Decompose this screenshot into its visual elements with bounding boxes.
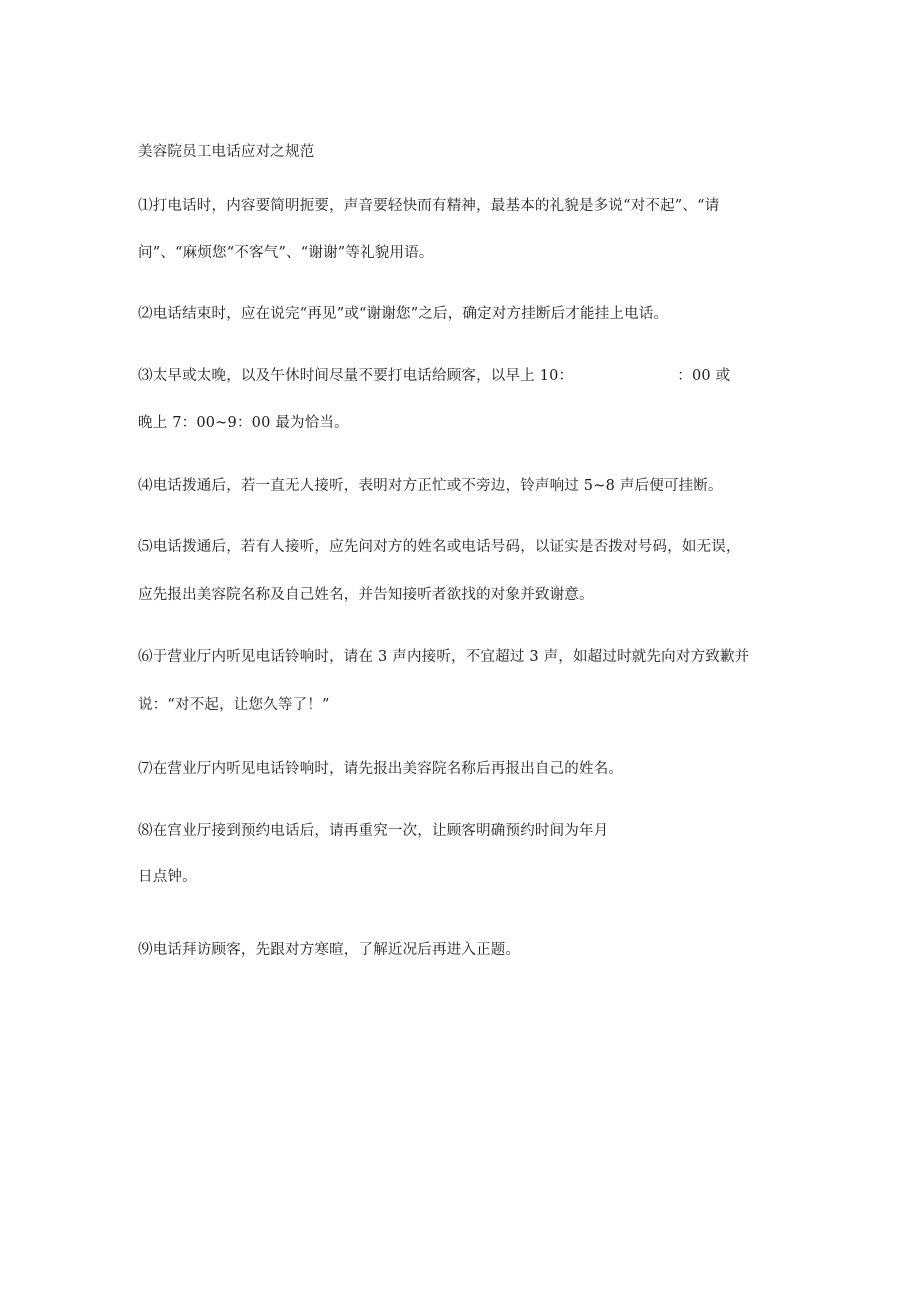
paragraph-5-line-2: 应先报出美容院名称及自己姓名，并告知接听者欲找的对象并致谢意。 xyxy=(138,587,594,603)
paragraph-2-line-1: ⑵电话结束时，应在说完“再见”或“谢谢您”之后，确定对方挂断后才能挂上电话。 xyxy=(138,306,669,322)
paragraph-8-line-2: 日点钟。 xyxy=(138,869,197,885)
paragraph-6-line-1: ⑹于营业厅内听见电话铃响时，请在 3 声内接听，不宜超过 3 声，如超过时就先向对方致歉并 xyxy=(138,649,750,665)
paragraph-3-text-before-gap: ⑶太早或太晚，以及午休时间尽量不要打电话给顾客，以早上 10： xyxy=(138,368,574,384)
paragraph-5-line-1: ⑸电话拨通后，若有人接听，应先问对方的姓名或电话号码，以证实是否拨对号码，如无误， xyxy=(138,539,741,555)
paragraph-8-line-1: ⑻在宫业厅接到预约电话后，请再重究一次，让顾客明确预约时间为年月 xyxy=(138,823,609,839)
paragraph-3-line-2: 晚上 7：00~9：00 最为恰当。 xyxy=(138,415,349,431)
paragraph-7-line-1: ⑺在营业厅内听见电话铃响时，请先报出美容院名称后再报出自己的姓名。 xyxy=(138,761,624,777)
document-title: 美容院员工电话应对之规范 xyxy=(138,144,315,160)
paragraph-3-line-1 xyxy=(138,367,730,385)
paragraph-1-line-2: 问”、“麻烦您“不客气”、“谢谢”等礼貌用语。 xyxy=(138,245,434,261)
paragraph-3-text-after-gap: ：00 或 xyxy=(677,368,731,384)
paragraph-9-line-1: ⑼电话拜访顾客，先跟对方寒暄，了解近况后再进入正题。 xyxy=(138,942,521,958)
paragraph-1-line-1: ⑴打电话时，内容要简明扼要，声音要轻快而有精神，最基本的礼貌是多说“对不起”、“请 xyxy=(138,198,720,214)
paragraph-6-line-2: 说：“对不起，让您久等了！” xyxy=(138,697,330,713)
paragraph-4-line-1: ⑷电话拨通后，若一直无人接听，表明对方正忙或不旁边，铃声响过 5~8 声后便可挂断。 xyxy=(138,478,723,494)
